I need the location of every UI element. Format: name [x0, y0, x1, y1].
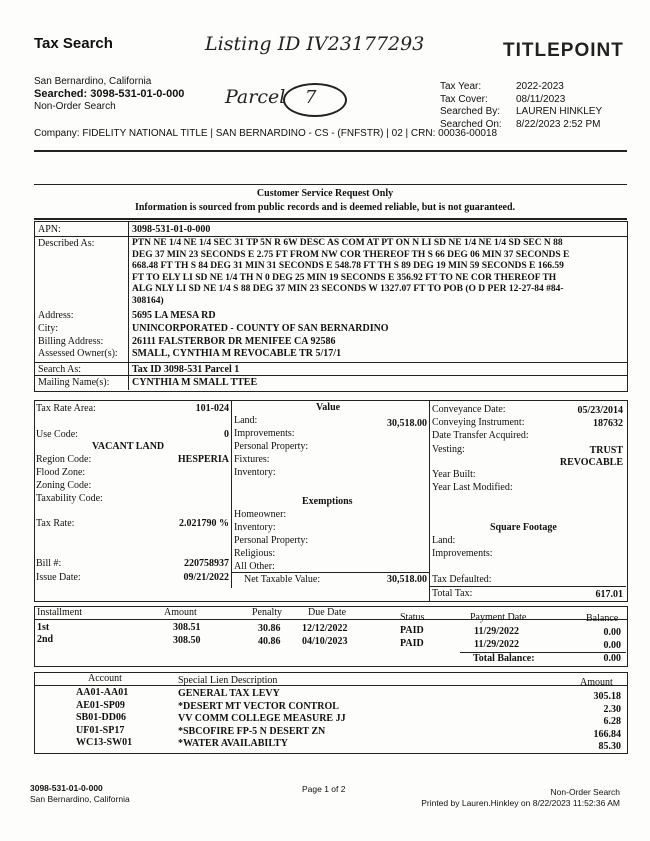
installment-1-label: 1st: [37, 622, 50, 633]
col-penalty: Penalty: [252, 607, 282, 618]
handwritten-listing-id: Listing ID IV23177293: [205, 33, 425, 55]
apn-label: APN:: [38, 224, 61, 235]
conveying-instrument-value: 187632: [593, 418, 623, 429]
total-tax-rule: [429, 586, 626, 587]
year-built-label: Year Built:: [432, 469, 476, 480]
tax-year-value: 2022-2023: [516, 81, 564, 92]
searched-on-value: 8/22/2023 2:52 PM: [516, 118, 601, 130]
bill-label: Bill #:: [36, 558, 62, 569]
tax-cover-label: Tax Cover:: [440, 93, 488, 105]
billing-address-label: Billing Address:: [38, 335, 104, 347]
issue-date-value: 09/21/2022: [183, 572, 229, 583]
tax-rate-label: Tax Rate:: [36, 518, 75, 529]
installment-2-label: 2nd: [37, 634, 54, 645]
exempt-personal-property-label: Personal Property:: [234, 535, 309, 546]
property-values: [132, 310, 389, 361]
lien-accounts: [76, 687, 132, 750]
lien-description: GENERAL TAX LEVY: [178, 688, 280, 699]
religious-label: Religious:: [234, 548, 276, 559]
city-value: UNINCORPORATED - COUNTY OF SAN BERNARDINO: [132, 322, 389, 334]
exemptions-header: Exemptions: [302, 496, 353, 507]
header-location: San Bernardino, California: [34, 76, 152, 87]
city-label: City:: [38, 322, 59, 334]
col-installment: Installment: [37, 607, 82, 618]
searched-apn: Searched: 3098-531-01-0-000: [34, 88, 185, 100]
improvements-label: Improvements:: [234, 428, 295, 439]
handwritten-parcel: Parcel: [225, 86, 286, 108]
installment-2-amount: 308.50: [173, 635, 201, 646]
company-line: Company: FIDELITY NATIONAL TITLE | SAN BERNARDINO - CS - (FNFSTR) | 02 | CRN: 00036-00018: [34, 128, 498, 139]
conveying-instrument-label: Conveying Instrument:: [432, 417, 525, 428]
total-tax-value: 617.01: [595, 589, 623, 600]
installment-2-due-date: 04/10/2023: [302, 636, 348, 647]
property-labels: [38, 310, 118, 361]
exemption-labels: [234, 508, 308, 573]
installment-1-payment-date: 11/29/2022: [474, 626, 520, 637]
installment-1-penalty: 30.86: [258, 623, 281, 634]
all-other-label: All Other:: [234, 561, 275, 572]
tax-col-divider-1: [231, 400, 232, 588]
footer-apn: 3098-531-01-0-000: [30, 783, 103, 793]
apn-rule: [34, 236, 627, 237]
installment-2-balance: 0.00: [603, 640, 621, 651]
searched-on-label: Searched On:: [440, 118, 502, 130]
apn-value: 3098-531-01-0-000: [132, 224, 211, 235]
search-as-rule: [34, 362, 627, 363]
net-taxable-value: 30,518.00: [387, 574, 427, 585]
col-account: Account: [88, 673, 122, 684]
tax-rate-value: 2.021790 %: [179, 518, 229, 529]
search-as-value: Tax ID 3098-531 Parcel 1: [132, 364, 240, 375]
col-status: Status: [400, 612, 425, 623]
lien-descriptions: [178, 688, 346, 751]
region-code-label: Region Code:: [36, 454, 92, 465]
bill-value: 220758937: [184, 558, 229, 569]
described-label: Described As:: [38, 238, 95, 249]
searched-by-value: LAUREN HINKLEY: [516, 106, 603, 117]
notice-top-rule: [34, 184, 627, 185]
installment-1-status: PAID: [400, 625, 424, 636]
date-transfer-label: Date Transfer Acquired:: [432, 430, 529, 441]
homeowner-label: Homeowner:: [234, 509, 287, 520]
legal-line: 668.48 FT TH S 84 DEG 31 MIN 31 SECONDS E 548.78 FT TH S 89 DEG 19 MIN 59 SECONDS E 166.59: [132, 261, 564, 271]
mailing-rule: [34, 375, 627, 376]
col-amount: Amount: [164, 607, 197, 618]
tax-cover-value: 08/11/2023: [516, 93, 566, 105]
tax-rate-area-value: 101-024: [195, 403, 229, 414]
tax-rate-area-label: Tax Rate Area:: [36, 403, 96, 414]
net-taxable-rule: [231, 572, 429, 573]
installment-1-balance: 0.00: [603, 627, 621, 638]
value-header: Value: [316, 402, 341, 413]
legal-line: PTN NE 1/4 NE 1/4 SEC 31 TP 5N R 6W DESC AS COM AT PT ON N LI SD NE 1/4 NE 1/4 SD SEC N 88: [132, 238, 563, 248]
legal-line: DEG 37 MIN 23 SECONDS E 2.75 FT FROM NW COR THEREOF TH S 66 DEG 06 MIN 37 SECONDS E: [132, 249, 570, 260]
notice-text: Information is sourced from public records and is deemed reliable, but is not guaranteed.: [134, 202, 516, 213]
col-due-date: Due Date: [308, 607, 347, 618]
lien-description: *WATER AVAILABILTY: [178, 738, 288, 750]
assessed-owner-label: Assessed Owner(s):: [38, 348, 118, 360]
legal-line: ALG NLY LI SD NE 1/4 S 88 DEG 37 MIN 23 SECONDS W 1327.07 FT TO POB (O D PER 12-27-84 #84-: [132, 284, 564, 294]
issue-date-label: Issue Date:: [36, 572, 81, 583]
lien-description: VV COMM COLLEGE MEASURE JJ: [178, 713, 346, 725]
lien-account: AE01-SP09: [76, 699, 125, 711]
lien-account: WC13-SW01: [76, 737, 133, 749]
use-code-description: VACANT LAND: [92, 441, 165, 452]
footer-printed-by: Printed by Lauren.Hinkley on 8/22/2023 11:52:36 AM: [421, 798, 620, 808]
header-divider: [34, 150, 627, 152]
total-balance-label: Total Balance:: [473, 653, 535, 664]
special-liens-header-rule: [34, 685, 627, 686]
installment-1-due-date: 12/12/2022: [302, 623, 348, 634]
region-code-value: HESPERIA: [177, 454, 229, 465]
total-balance-value: 0.00: [603, 653, 621, 664]
year-last-modified-label: Year Last Modified:: [432, 482, 513, 493]
property-column-divider: [128, 221, 129, 390]
tax-year-label: Tax Year:: [440, 81, 482, 92]
conveyance-date-label: Conveyance Date:: [432, 404, 506, 415]
col-lien-description: Special Lien Description: [178, 675, 278, 686]
use-code-label: Use Code:: [36, 429, 78, 440]
sf-land-label: Land:: [432, 535, 456, 546]
land-value: 30,518.00: [387, 418, 427, 429]
header-meta-values: [516, 81, 602, 131]
legal-line: 308164): [132, 295, 164, 306]
inventory-label: Inventory:: [234, 467, 276, 478]
searched-by-label: Searched By:: [440, 106, 501, 117]
land-label: Land:: [234, 415, 258, 426]
lien-amount: 6.28: [603, 716, 621, 728]
col-payment-date: Payment Date: [470, 612, 527, 623]
footer-order-type: Non-Order Search: [550, 787, 620, 797]
net-taxable-label: Net Taxable Value:: [244, 574, 321, 585]
vesting-label: Vesting:: [432, 444, 465, 455]
lien-description: *SBCOFIRE FP-5 N DESERT ZN: [178, 725, 326, 737]
billing-address-value: 26111 FALSTERBOR DR MENIFEE CA 92586: [132, 335, 336, 347]
col-balance: Balance: [586, 613, 619, 624]
value-labels: [234, 414, 308, 479]
exempt-inventory-label: Inventory:: [234, 522, 276, 533]
installments-header-rule: [34, 619, 627, 620]
lien-amount: 305.18: [593, 691, 621, 702]
personal-property-label: Personal Property:: [234, 441, 309, 452]
notice-title: Customer Service Request Only: [256, 188, 394, 199]
flood-zone-label: Flood Zone:: [36, 467, 86, 478]
lien-account: SB01-DD06: [76, 712, 127, 724]
fixtures-label: Fixtures:: [234, 454, 270, 465]
installment-1-amount: 308.51: [173, 622, 201, 633]
assessed-owner-value: SMALL, CYNTHIA M REVOCABLE TR 5/17/1: [132, 348, 342, 360]
notice-bottom-rule: [34, 218, 627, 220]
lien-amount: 85.30: [598, 741, 621, 753]
tax-defaulted-label: Tax Defaulted:: [432, 574, 492, 585]
lien-account: AA01-AA01: [76, 687, 129, 698]
installment-2-status: PAID: [400, 638, 424, 649]
handwritten-parcel-number: 7: [305, 87, 317, 108]
vesting-value-1: TRUST: [589, 445, 623, 456]
installment-2-payment-date: 11/29/2022: [474, 639, 520, 650]
zoning-code-label: Zoning Code:: [36, 480, 92, 491]
total-tax-label: Total Tax:: [432, 588, 473, 599]
titlepoint-logo: TITLEPOINT: [503, 40, 624, 61]
taxability-code-label: Taxability Code:: [36, 493, 103, 504]
col-lien-amount: Amount: [580, 677, 613, 688]
search-as-label: Search As:: [38, 364, 82, 375]
legal-description: [132, 238, 626, 307]
conveyance-date-value: 05/23/2014: [577, 405, 623, 416]
square-footage-header: Square Footage: [490, 522, 557, 533]
footer-location: San Bernardino, California: [30, 794, 130, 804]
lien-amount: 2.30: [603, 703, 621, 715]
header-meta-labels: [440, 81, 502, 131]
order-type: Non-Order Search: [34, 101, 116, 112]
sf-improvements-label: Improvements:: [432, 548, 493, 559]
tax-col-divider-2: [429, 400, 430, 601]
lien-description: *DESERT MT VECTOR CONTROL: [178, 700, 339, 712]
footer-page-number: Page 1 of 2: [302, 784, 346, 794]
address-label: Address:: [38, 310, 74, 321]
mailing-name-value: CYNTHIA M SMALL TTEE: [132, 377, 258, 388]
legal-line: FT TO ELY LI SD NE 1/4 TH N 0 DEG 25 MIN 19 SECONDS E 356.92 FT TO NE COR THEREOF TH: [132, 272, 557, 283]
lien-amounts: [540, 691, 621, 754]
page-title: Tax Search: [34, 35, 113, 52]
lien-account: UF01-SP17: [76, 724, 125, 736]
mailing-name-label: Mailing Name(s):: [38, 377, 110, 388]
address-value: 5695 LA MESA RD: [132, 310, 216, 321]
installment-2-penalty: 40.86: [258, 636, 281, 647]
vesting-value-2: REVOCABLE: [559, 457, 623, 468]
lien-amount: 166.84: [593, 728, 621, 740]
use-code-value: 0: [224, 429, 229, 440]
